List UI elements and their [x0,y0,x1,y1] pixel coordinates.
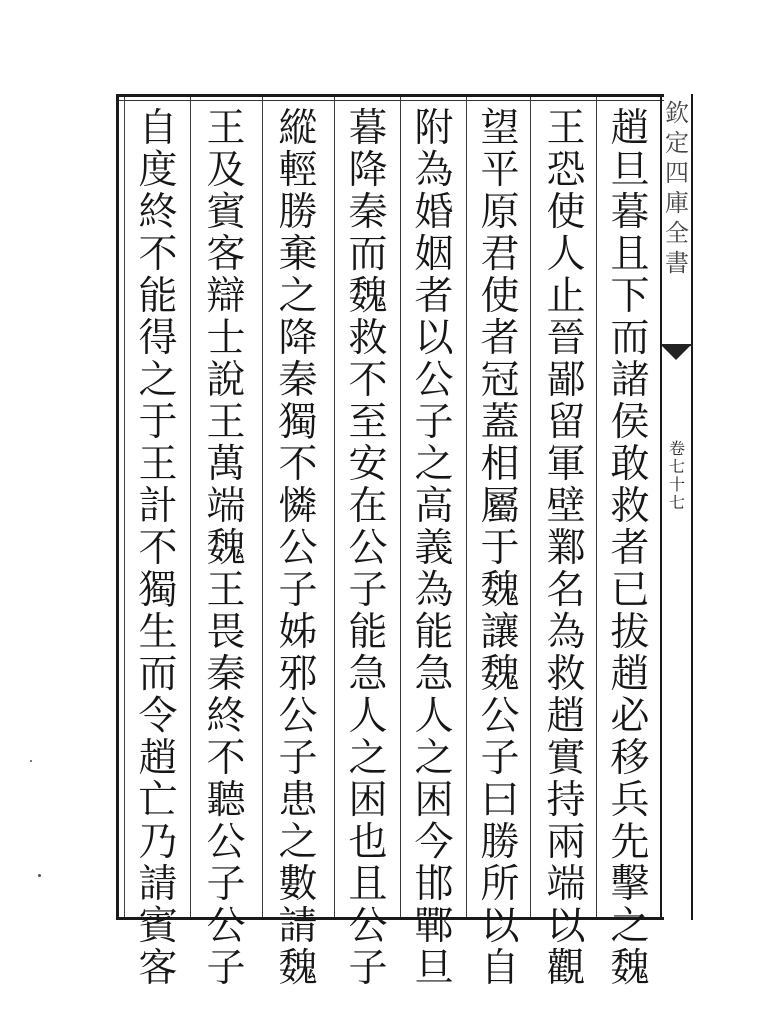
glyph: 兵 [610,778,650,823]
glyph: 以 [414,316,454,361]
glyph: 魏 [348,274,388,319]
glyph: 至 [348,400,388,445]
glyph: 于 [480,526,520,571]
glyph: 于 [138,400,178,445]
glyph: 者 [414,274,454,319]
text-column-1 [604,106,656,991]
glyph: 之 [138,358,178,403]
glyph: 暮 [610,190,650,235]
glyph: 持 [546,778,586,823]
glyph: 在 [348,484,388,529]
column-rule [400,97,401,917]
glyph: 平 [480,148,520,193]
glyph: 原 [480,190,520,235]
glyph: 今 [414,820,454,865]
text-column-5 [342,106,394,991]
glyph: 者 [480,316,520,361]
glyph: 軍 [546,442,586,487]
text-column-3 [474,106,526,991]
glyph: 公 [206,820,246,865]
glyph: 已 [610,568,650,613]
margin-title-glyph: 四 [665,159,689,187]
glyph: 王 [206,568,246,613]
glyph: 不 [138,232,178,277]
glyph: 畏 [206,610,246,655]
glyph: 子 [348,946,388,991]
glyph: 能 [348,610,388,655]
juan-label-glyph: 七 [668,493,685,512]
glyph: 人 [546,232,586,277]
fishtail-mark [662,344,692,364]
glyph: 公 [206,904,246,949]
glyph: 辯 [206,274,246,319]
glyph: 輕 [278,148,318,193]
glyph: 計 [138,484,178,529]
column-rule [262,97,263,917]
glyph: 姻 [414,232,454,277]
glyph: 說 [206,358,246,403]
glyph: 子 [414,400,454,445]
glyph: 秦 [278,358,318,403]
glyph: 不 [278,442,318,487]
glyph: 子 [206,946,246,991]
glyph: 終 [206,694,246,739]
margin-title-glyph: 書 [665,249,689,277]
glyph: 義 [414,526,454,571]
glyph: 移 [610,736,650,781]
scan-speck [38,874,41,877]
glyph: 所 [480,862,520,907]
glyph: 冠 [480,358,520,403]
glyph: 客 [138,946,178,991]
glyph: 魏 [610,946,650,991]
glyph: 為 [546,610,586,655]
scan-speck [30,760,32,762]
glyph: 王 [206,400,246,445]
glyph: 鄙 [546,358,586,403]
glyph: 勝 [278,190,318,235]
glyph: 曰 [480,778,520,823]
glyph: 先 [610,820,650,865]
glyph: 且 [348,862,388,907]
glyph: 諸 [610,358,650,403]
glyph: 急 [348,652,388,697]
glyph: 魏 [480,568,520,613]
column-rule [334,97,335,917]
glyph: 邪 [278,652,318,697]
glyph: 屬 [480,484,520,529]
glyph: 令 [138,694,178,739]
glyph: 留 [546,400,586,445]
glyph: 之 [348,736,388,781]
glyph: 必 [610,694,650,739]
glyph: 壁 [546,484,586,529]
glyph: 相 [480,442,520,487]
glyph: 趙 [138,736,178,781]
glyph: 之 [278,274,318,319]
text-column-6 [272,106,324,991]
glyph: 縱 [278,106,318,151]
glyph: 客 [206,232,246,277]
glyph: 子 [278,736,318,781]
inner-border-top [119,100,664,101]
glyph: 之 [414,442,454,487]
glyph: 鄴 [546,526,586,571]
glyph: 子 [278,568,318,613]
margin-title-glyph: 全 [665,219,689,247]
glyph: 實 [546,736,586,781]
glyph: 下 [610,274,650,319]
glyph: 魏 [278,946,318,991]
glyph: 困 [414,778,454,823]
glyph: 者 [610,526,650,571]
column-rule [530,97,531,917]
column-rule [596,97,597,917]
margin-title [663,98,691,338]
glyph: 獨 [138,568,178,613]
glyph: 及 [206,148,246,193]
juan-label [663,440,691,512]
glyph: 晉 [546,316,586,361]
glyph: 之 [278,820,318,865]
glyph: 為 [414,568,454,613]
glyph: 蓋 [480,400,520,445]
glyph: 秦 [206,652,246,697]
glyph: 公 [480,694,520,739]
glyph: 困 [348,778,388,823]
column-rule [190,97,191,917]
glyph: 子 [480,736,520,781]
glyph: 之 [610,904,650,949]
glyph: 子 [348,568,388,613]
glyph: 擊 [610,862,650,907]
glyph: 恐 [546,148,586,193]
glyph: 端 [206,484,246,529]
glyph: 安 [348,442,388,487]
glyph: 兩 [546,820,586,865]
margin-title-glyph: 庫 [665,189,689,217]
glyph: 降 [348,148,388,193]
glyph: 敢 [610,442,650,487]
glyph: 讓 [480,610,520,655]
glyph: 王 [138,442,178,487]
glyph: 萬 [206,442,246,487]
glyph: 鄲 [414,904,454,949]
glyph: 能 [138,274,178,319]
glyph: 旦 [414,946,454,991]
glyph: 子 [206,862,246,907]
glyph: 士 [206,316,246,361]
glyph: 以 [480,904,520,949]
glyph: 魏 [480,652,520,697]
glyph: 王 [546,106,586,151]
glyph: 秦 [348,190,388,235]
inner-border-left [124,97,125,917]
glyph: 公 [414,358,454,403]
juan-label-glyph: 卷 [668,439,685,458]
glyph: 公 [348,526,388,571]
glyph: 憐 [278,484,318,529]
glyph: 降 [278,316,318,361]
glyph: 附 [414,106,454,151]
glyph: 不 [348,358,388,403]
glyph: 患 [278,778,318,823]
juan-label-glyph: 十 [668,475,685,494]
glyph: 端 [546,862,586,907]
glyph: 聽 [206,778,246,823]
juan-label-glyph: 七 [668,457,685,476]
glyph: 獨 [278,400,318,445]
glyph: 人 [414,694,454,739]
glyph: 生 [138,610,178,655]
glyph: 以 [546,904,586,949]
glyph: 趙 [610,652,650,697]
glyph: 救 [546,652,586,697]
glyph: 能 [414,610,454,655]
glyph: 邯 [414,862,454,907]
glyph: 拔 [610,610,650,655]
glyph: 止 [546,274,586,319]
glyph: 終 [138,190,178,235]
glyph: 也 [348,820,388,865]
glyph: 急 [414,652,454,697]
glyph: 公 [348,904,388,949]
glyph: 不 [138,526,178,571]
glyph: 請 [278,904,318,949]
glyph: 暮 [348,106,388,151]
glyph: 望 [480,106,520,151]
glyph: 姊 [278,610,318,655]
column-rule [466,97,467,917]
glyph: 公 [278,694,318,739]
glyph: 使 [546,190,586,235]
glyph: 侯 [610,400,650,445]
glyph: 而 [138,652,178,697]
glyph: 魏 [206,526,246,571]
glyph: 自 [480,946,520,991]
glyph: 之 [414,736,454,781]
glyph: 而 [610,316,650,361]
glyph: 勝 [480,820,520,865]
glyph: 人 [348,694,388,739]
text-column-8 [132,106,184,991]
glyph: 且 [610,232,650,277]
glyph: 使 [480,274,520,319]
glyph: 度 [138,148,178,193]
glyph: 而 [348,232,388,277]
glyph: 得 [138,316,178,361]
text-column-4 [408,106,460,991]
glyph: 數 [278,862,318,907]
glyph: 趙 [610,106,650,151]
glyph: 觀 [546,946,586,991]
text-column-2 [540,106,592,991]
glyph: 旦 [610,148,650,193]
glyph: 趙 [546,694,586,739]
glyph: 賓 [206,190,246,235]
glyph: 高 [414,484,454,529]
glyph: 乃 [138,820,178,865]
glyph: 請 [138,862,178,907]
margin-title-glyph: 定 [665,129,689,157]
glyph: 婚 [414,190,454,235]
glyph: 賓 [138,904,178,949]
glyph: 君 [480,232,520,277]
glyph: 王 [206,106,246,151]
glyph: 棄 [278,232,318,277]
text-column-7 [200,106,252,991]
glyph: 公 [278,526,318,571]
glyph: 亡 [138,778,178,823]
glyph: 不 [206,736,246,781]
glyph: 為 [414,148,454,193]
glyph: 自 [138,106,178,151]
glyph: 救 [348,316,388,361]
margin-title-glyph: 欽 [665,99,689,127]
glyph: 名 [546,568,586,613]
glyph: 救 [610,484,650,529]
